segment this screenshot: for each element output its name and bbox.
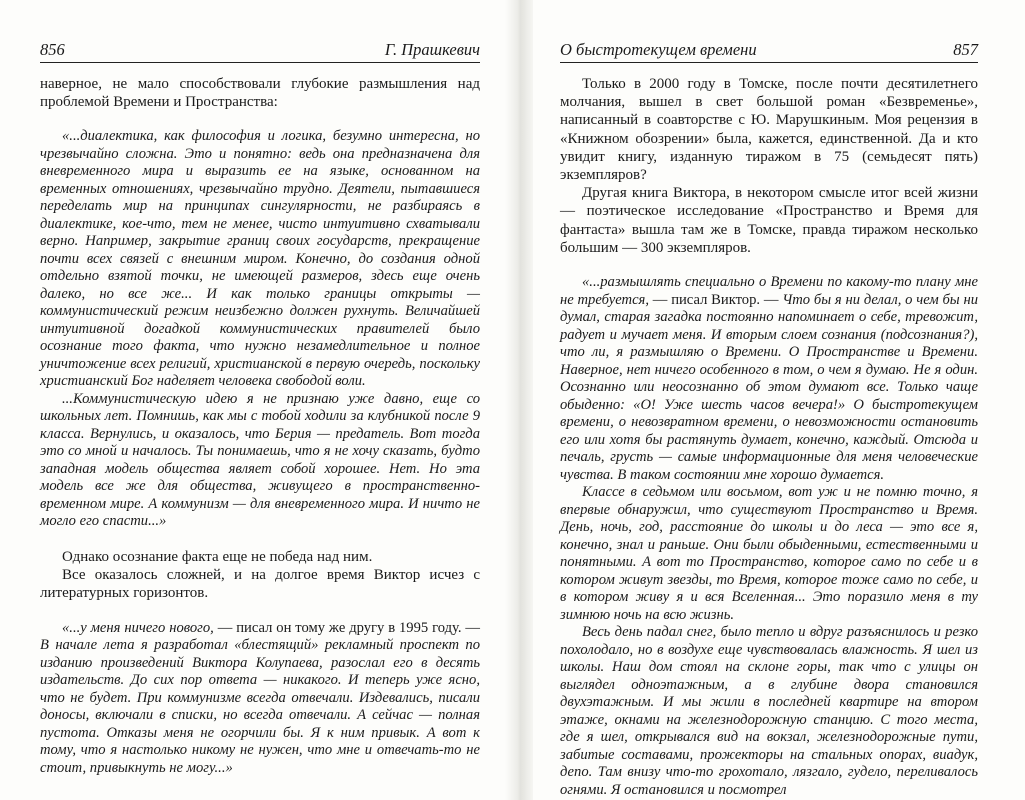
right-page (560, 40, 978, 799)
right-running-head (560, 40, 978, 63)
quote-paragraph: Классе в седьмом или восьмом, вот уж и не помню точно, я впервые обнаружил, что существуют Пространство и Время. День, ночь, год, расстояние до школы и до леса — это все я, конечно, знал и раньше. Они были обыденными, естественными и понятными. А вот то Пространство, которое само по себе и в котором живут звезды, то Время, которое тоже само по себе, и в котором живу я и вся Вселенная... Это поразило меня в ту зимнюю ночь на всю жизнь. (560, 484, 978, 623)
quote-text: В начале лета я разработал «блестящий» рекламный проспект по изданию произведений Виктора Колупаева, разослал его в десять издательств. До сих пор ответа — никакого. И теперь уже ясно, что не будет. При коммунизме всегда отвечали. Издевались, писали доносы, включали в списки, но всегда отвечали. А сейчас — полная пустота. Отказы меня не огорчили бы. Я к ним привык. А вот к тому, что я настолько никому не нужен, что мне и отвечать-то не стоит, привыкнуть не могу...» (40, 637, 480, 776)
paragraph: Однако осознание факта еще не победа над ним. (62, 548, 373, 565)
attribution-text: — писал Виктор. — (649, 291, 783, 308)
left-page-number: 856 (40, 40, 65, 59)
quote-text: «...размышлять специально о Времени по какому-то плану мне не требуется, (560, 274, 978, 308)
paragraph: Все оказалось сложней, и на долгое время Виктор исчез с литературных горизонтов. (40, 567, 480, 602)
left-page (40, 40, 480, 777)
quote-text: Что бы я ни делал, о чем бы ни думал, старая загадка постоянно напоминает о себе, тревожит, радует и мучает меня. И вторым слоем сознания (подсознания?), что ли, я размышляю о Времени. О Пространстве и Времени. Наверное, нет ничего особенного в том, о чем я думаю. Не я один. Осознанно или неосознанно об этом думают все. Только чаще обыденно: «О! Уже шесть часов вечера!» О быстротекущем времени, о невозвратном времени, о невозможности остановить его или хотя бы растянуть думает, конечно, каждый. Отсюда и печаль, грусть — самые информационные для меня человеческие чувства. В таком состоянии мне хорошо думается. (560, 291, 978, 483)
right-running-title: О быстротекущем времени (560, 40, 757, 59)
quote-paragraph: Весь день падал снег, было тепло и вдруг разъяснилось и резко похолодало, но в воздухе еще чувствовалась влажность. Я шел из школы. Наш дом стоял на склоне горы, так что с улицы он выглядел одноэтажным, а в глубине двора становился двухэтажным. И мы жили в последней квартире на втором этаже, окнами на железнодорожную станцию. С того места, где я шел, открывался вид на вокзал, железнодорожные пути, забитые составами, прожекторы на стальных опорах, виадук, депо. Там внизу что-то грохотало, лязгало, гудело, переливалось огнями. Я остановился и посмотрел (560, 624, 978, 798)
right-page-number: 857 (953, 40, 978, 59)
book-gutter (505, 0, 533, 800)
paragraph: наверное, не мало способствовали глубокие размышления над проблемой Времени и Пространства: (40, 76, 480, 111)
right-page-body (560, 75, 978, 799)
quote-text: «...у меня ничего нового, (62, 619, 214, 636)
left-page-body (40, 75, 480, 777)
quote-paragraph (560, 274, 978, 484)
paragraph: Другая книга Виктора, в некотором смысле итог всей жизни — поэтическое исследование «Пространство и Время для фантаста» вышла там же в Томске, правда тиражом несколько большим — 300 экземпляров. (560, 185, 978, 256)
left-running-head (40, 40, 480, 63)
quote-paragraph: «...диалектика, как философия и логика, безумно интересна, но чрезвычайно сложна. Это и понятно: ведь она предназначена для вневременного мира и выразить ее на языке, основанном на временных отношениях, чрезвычайно трудно. Деятели, пытавшиеся переделать мир на принципах сингулярности, не разбираясь в диалектике, кое-что, тем не менее, чисто интуитивно схватывали верно. Например, закрытие границ своих государств, прекращение почти всех связей с внешним миром. Конечно, до создания одной отдельно взятой точки, не имеющей размеров, здесь еще очень далеко, но все же... И как только границы открыты — коммунистический режим неизбежно должен рухнуть. Величайшей интуитивной догадкой коммунистических правителей было осознание того факта, что нужно незамедлительное и полное уничтожение всех религий, христианской в первую очередь, поскольку христианский Бог наделяет человека свободой воли. (40, 128, 480, 390)
quote-paragraph (40, 620, 480, 778)
left-running-title: Г. Прашкевич (384, 40, 480, 59)
quote-paragraph: ...Коммунистическую идею я не признаю уже давно, еще со школьных лет. Помнишь, как мы с тобой ходили за клубникой после 9 класса. Вернулись, и оказалось, что Берия — предатель. Вот тогда это со мной и началось. Ты понимаешь, что я не хочу сказать, будто западная модель общества являет собой хорошее. Нет. Но эта модель все же для общества, живущего в пространственно-временном мире. А коммунизм — для вневременного мира. И ничто не могло его спасти...» (40, 390, 480, 530)
paragraph: Только в 2000 году в Томске, после почти десятилетнего молчания, вышел в свет большой роман «Безвременье», написанный в соавторстве с Ю. Марушкиным. Моя рецензия в «Книжном обозрении» была, кажется, единственной. Да и кто увидит книгу, изданную тиражом в 75 (семьдесят пять) экземпляров? (560, 76, 978, 184)
attribution-text: — писал он тому же другу в 1995 году. — (213, 619, 480, 636)
